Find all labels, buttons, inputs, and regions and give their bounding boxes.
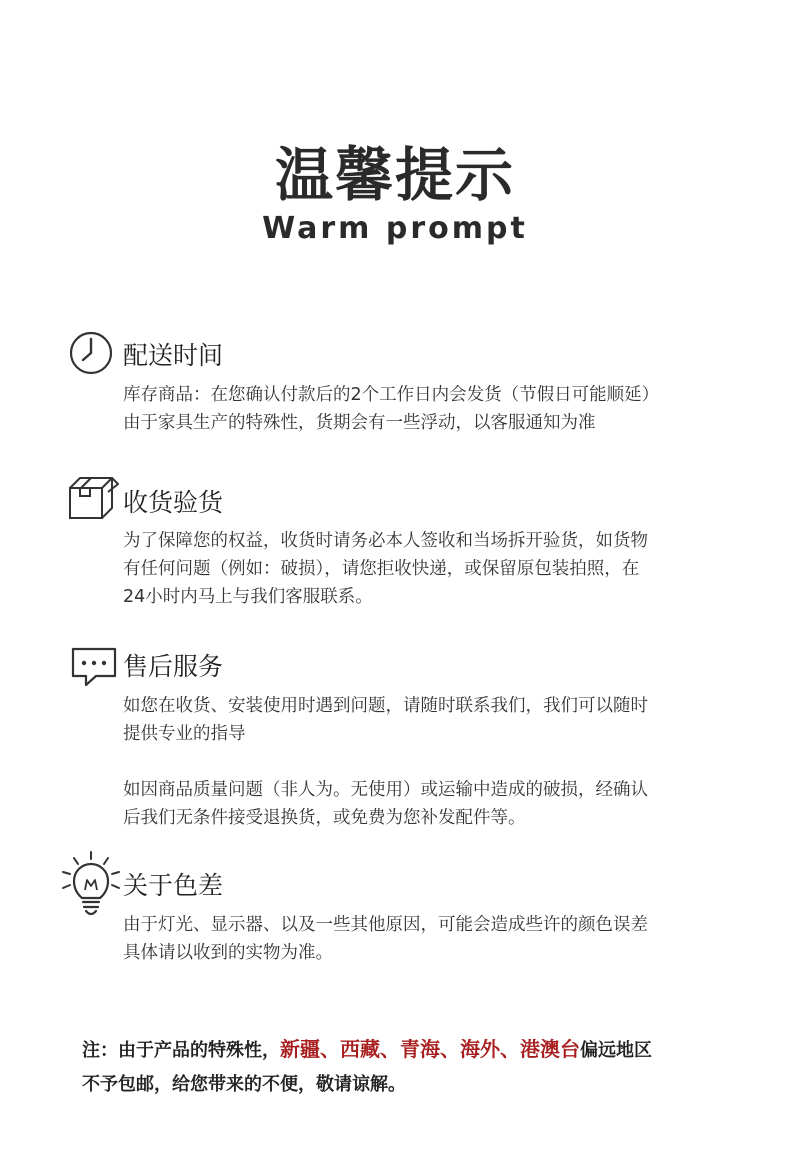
section-line: 为了保障您的权益，收货时请务必本人签收和当场拆开验货，如货物 [123, 531, 648, 551]
note-suffix: 偏远地区 [580, 1040, 652, 1061]
section-line: 由于灯光、显示器、以及一些其他原因，可能会造成些许的颜色误差 [123, 915, 648, 935]
section-title: 收货验货 [123, 488, 224, 517]
section-line: 有任何问题（例如：破损），请您拒收快递，或保留原包装拍照，在 [123, 559, 640, 579]
section-line: 后我们无条件接受退换货，或免费为您补发配件等。 [123, 808, 526, 828]
chat-bubble-icon [70, 646, 118, 688]
section-line: 具体请以收到的实物为准。 [123, 943, 333, 963]
shipping-note [82, 1032, 742, 1102]
section-body [123, 527, 733, 611]
box-icon [64, 474, 120, 522]
section-line [123, 748, 733, 776]
section-line: 24小时内马上与我们客服联系。 [123, 587, 373, 607]
section-line: 如您在收货、安装使用时遇到问题，请随时联系我们，我们可以随时 [123, 696, 648, 716]
light-bulb-icon [60, 850, 122, 920]
section-line: 如因商品质量问题（非人为。无使用）或运输中造成的破损，经确认 [123, 780, 648, 800]
section-line: 由于家具生产的特殊性，货期会有一些浮动，以客服通知为准 [123, 413, 596, 433]
section-body [123, 381, 733, 437]
section-line: 提供专业的指导 [123, 724, 246, 744]
page-title: 温馨提示 [274, 141, 515, 209]
note-regions: 新疆、西藏、青海、海外、港澳台 [280, 1037, 580, 1061]
clock-icon [68, 330, 114, 376]
note-prefix: 注：由于产品的特殊性， [82, 1040, 280, 1061]
section-body [123, 692, 733, 832]
page-subtitle: Warm prompt [262, 211, 528, 246]
section-body [123, 911, 733, 967]
note-line-1 [82, 1032, 742, 1068]
note-line-2: 不予包邮，给您带来的不便，敬请谅解。 [82, 1074, 406, 1095]
section-title: 配送时间 [123, 341, 224, 370]
section-title: 关于色差 [123, 871, 224, 900]
section-line: 库存商品：在您确认付款后的2个工作日内会发货（节假日可能顺延） [123, 385, 660, 405]
section-title: 售后服务 [123, 652, 224, 681]
